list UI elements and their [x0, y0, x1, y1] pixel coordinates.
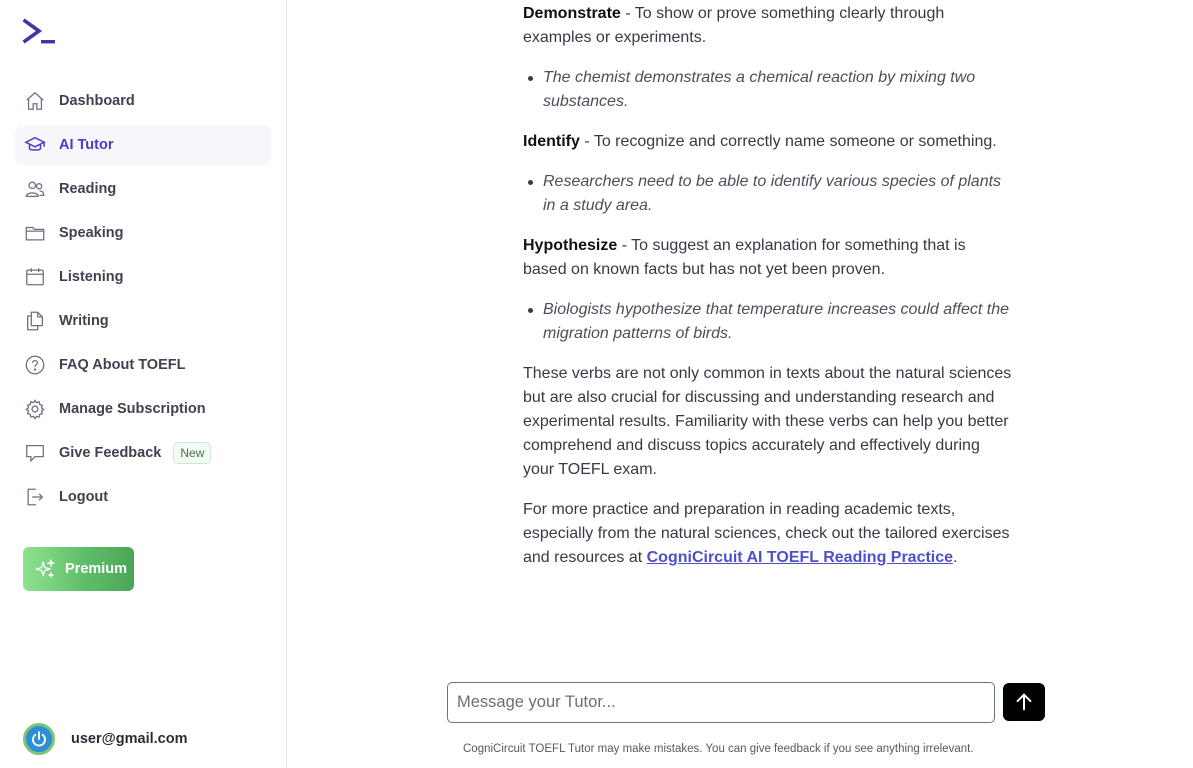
vocab-definition: - To suggest an explanation for something that is based on known facts but has not yet been proven.: [523, 237, 966, 278]
disclaimer-text: CogniCircuit TOEFL Tutor may make mistakes. You can give feedback if you see anything irrelevant.: [463, 743, 974, 755]
premium-label: Premium: [65, 561, 128, 577]
user-email: user@gmail.com: [71, 731, 188, 747]
vocab-term: Demonstrate: [523, 5, 621, 22]
vocab-definition: - To recognize and correctly name someone or something.: [579, 133, 997, 150]
summary-paragraph: These verbs are not only common in texts about the natural sciences but are also crucial for discussing and understanding research and experimental results. Familiarity with these verbs can help you better comprehend and discuss topics accurately and effectively during your TOEFL exam.: [523, 365, 1012, 478]
chat-bubble-icon: [24, 442, 46, 464]
sparkles-icon: [34, 558, 56, 580]
terminal-logo-icon[interactable]: [22, 17, 58, 47]
sidebar-item-label: Writing: [59, 313, 109, 329]
sidebar-item-writing[interactable]: [15, 301, 271, 341]
sidebar-item-label: Speaking: [59, 225, 124, 241]
premium-button[interactable]: [23, 547, 134, 591]
sidebar-item-ai-tutor[interactable]: [15, 125, 271, 165]
vocab-definition-demonstrate: [523, 2, 1013, 50]
example-sentence: Biologists hypothesize that temperature increases could affect the migration patterns of birds.: [523, 298, 1013, 346]
vocab-definition: - To show or prove something clearly through examples or experiments.: [523, 5, 945, 46]
sidebar-nav: [15, 81, 271, 521]
sidebar-item-label: Listening: [59, 269, 124, 285]
sidebar-item-label: Dashboard: [59, 93, 135, 109]
documents-icon: [24, 310, 46, 332]
folder-icon: [24, 222, 46, 244]
sidebar-item-listening[interactable]: [15, 257, 271, 297]
closing-text: For more practice and preparation in reading academic texts, especially from the natural sciences, check out the tailored exercises and resources at: [523, 501, 1010, 566]
users-icon: [24, 178, 46, 200]
sidebar-item-manage-subscription[interactable]: [15, 389, 271, 429]
sidebar-item-label: Manage Subscription: [59, 401, 206, 417]
reading-practice-link[interactable]: CogniCircuit AI TOEFL Reading Practice: [646, 549, 954, 566]
sidebar-item-label: Give Feedback: [59, 445, 162, 461]
sidebar-item-reading[interactable]: [15, 169, 271, 209]
closing-paragraph: [523, 498, 1013, 570]
vocab-definition-hypothesize: [523, 234, 1013, 282]
sidebar-item-label: AI Tutor: [59, 137, 114, 153]
sidebar: [0, 0, 287, 768]
sidebar-item-faq[interactable]: [15, 345, 271, 385]
example-list: [523, 298, 1013, 346]
example-list: [523, 170, 1013, 218]
sidebar-item-speaking[interactable]: [15, 213, 271, 253]
question-circle-icon: [24, 354, 46, 376]
vocab-term: Identify: [523, 133, 580, 150]
sidebar-item-logout[interactable]: [15, 477, 271, 517]
arrow-up-icon: [1013, 691, 1035, 713]
new-badge: New: [173, 442, 211, 464]
closing-suffix: .: [953, 549, 958, 566]
logout-icon: [24, 486, 46, 508]
chat-message: [523, 2, 1013, 586]
sidebar-item-give-feedback[interactable]: [15, 433, 271, 473]
example-sentence: Researchers need to be able to identify various species of plants in a study area.: [523, 170, 1013, 218]
example-sentence: The chemist demonstrates a chemical reaction by mixing two substances.: [523, 66, 1013, 114]
sidebar-item-dashboard[interactable]: [15, 81, 271, 121]
user-account[interactable]: [23, 723, 187, 755]
message-input[interactable]: [447, 682, 995, 723]
calendar-icon: [24, 266, 46, 288]
example-list: [523, 66, 1013, 114]
sidebar-item-label: FAQ About TOEFL: [59, 357, 186, 373]
send-button[interactable]: [1003, 683, 1045, 721]
home-icon: [24, 90, 46, 112]
gear-icon: [24, 398, 46, 420]
sidebar-item-label: Logout: [59, 489, 109, 505]
avatar: [23, 723, 55, 755]
sidebar-item-label: Reading: [59, 181, 117, 197]
vocab-definition-identify: [523, 130, 1013, 154]
vocab-term: Hypothesize: [523, 237, 618, 254]
power-icon: [30, 730, 48, 748]
graduation-cap-icon: [24, 134, 46, 156]
